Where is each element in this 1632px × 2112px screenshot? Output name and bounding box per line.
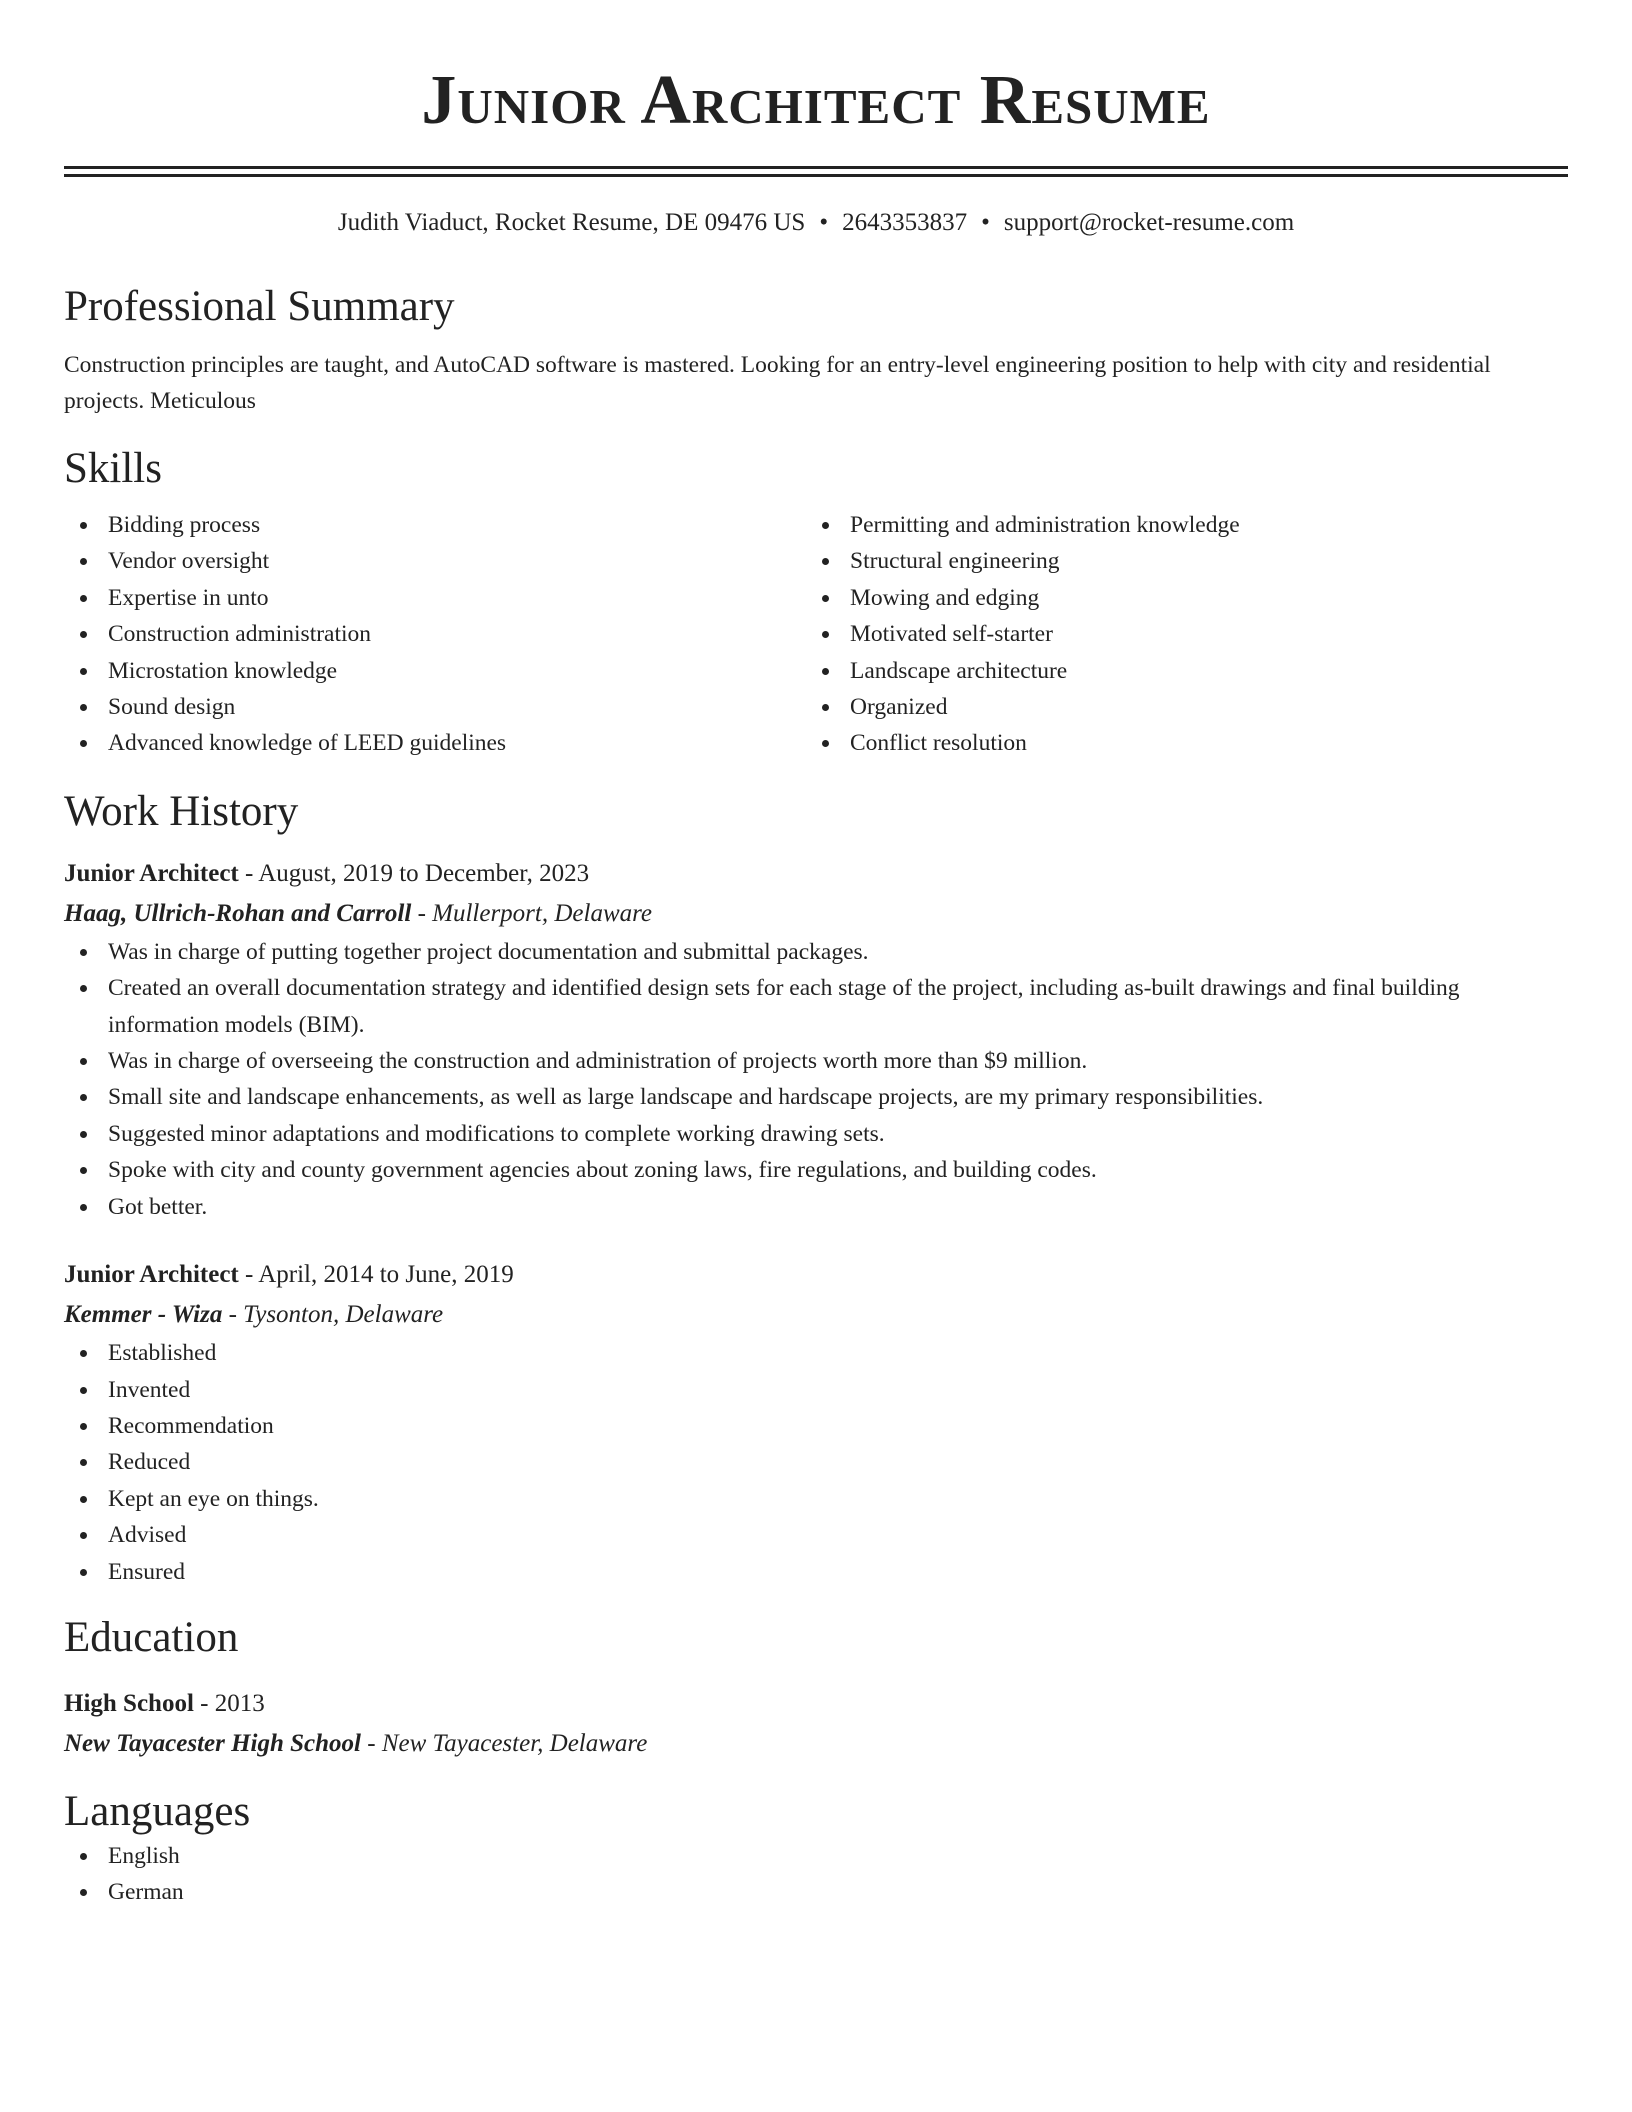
education-degree: High School bbox=[64, 1689, 194, 1717]
skill-item: Bidding process bbox=[64, 507, 806, 543]
skill-item: Microstation knowledge bbox=[64, 653, 806, 689]
skill-item: Landscape architecture bbox=[806, 653, 1548, 689]
job-duty-item: Was in charge of putting together project documentation and submittal packages. bbox=[64, 934, 1568, 970]
education-entry bbox=[64, 1684, 1568, 1764]
job-title: Junior Architect bbox=[64, 859, 239, 887]
job-company-line bbox=[64, 894, 1568, 934]
education-location: - New Tayacester, Delaware bbox=[361, 1729, 648, 1757]
job-duty-item: Invented bbox=[64, 1372, 1568, 1408]
contact-separator: • bbox=[819, 209, 829, 236]
skills-heading: Skills bbox=[64, 445, 162, 492]
contact-email: support@rocket-resume.com bbox=[1003, 209, 1295, 236]
skills-list-right bbox=[806, 507, 1548, 762]
education-school-line bbox=[64, 1724, 1568, 1764]
job-title-line bbox=[64, 1255, 1568, 1295]
contact-line bbox=[64, 207, 1568, 239]
job-duty-item: Ensured bbox=[64, 1554, 1568, 1590]
job-duty-item: Got better. bbox=[64, 1189, 1568, 1225]
skills-column-right bbox=[806, 507, 1548, 762]
skill-item: Expertise in unto bbox=[64, 580, 806, 616]
summary-heading: Professional Summary bbox=[64, 283, 455, 330]
job-duty-item: Small site and landscape enhancements, as well as large landscape and hardscape projects, are my primary responsibilities. bbox=[64, 1079, 1568, 1115]
job-duty-item: Reduced bbox=[64, 1444, 1568, 1480]
languages-list bbox=[64, 1838, 1568, 1911]
job-duty-item: Advised bbox=[64, 1517, 1568, 1553]
job-duty-item: Suggested minor adaptations and modifications to complete working drawing sets. bbox=[64, 1116, 1568, 1152]
job-company: Kemmer - Wiza bbox=[64, 1301, 223, 1329]
contact-separator: • bbox=[981, 209, 990, 236]
job-title-line bbox=[64, 854, 1568, 894]
skill-item: Conflict resolution bbox=[806, 725, 1548, 761]
job-duty-item: Kept an eye on things. bbox=[64, 1481, 1568, 1517]
skill-item: Mowing and edging bbox=[806, 580, 1548, 616]
skill-item: Permitting and administration knowledge bbox=[806, 507, 1548, 543]
language-item: English bbox=[64, 1838, 1568, 1874]
job-duty-item: Spoke with city and county government agencies about zoning laws, fire regulations, and building codes. bbox=[64, 1152, 1568, 1188]
job-location: - Tysonton, Delaware bbox=[222, 1301, 444, 1329]
contact-phone: 2643353837 bbox=[842, 209, 968, 236]
job-duty-item: Established bbox=[64, 1335, 1568, 1371]
job-company-line bbox=[64, 1295, 1568, 1335]
job-duties-list bbox=[64, 1335, 1568, 1590]
skill-item: Advanced knowledge of LEED guidelines bbox=[64, 725, 806, 761]
job-duty-item: Recommendation bbox=[64, 1408, 1568, 1444]
education-year: - 2013 bbox=[193, 1689, 265, 1717]
summary-text: Construction principles are taught, and AutoCAD software is mastered. Looking for an entry-level engineering position to help with city and residential projects. Meticulous bbox=[64, 352, 1491, 414]
education-degree-line bbox=[64, 1684, 1568, 1724]
job-entry bbox=[64, 854, 1568, 1225]
resume-title: Junior Architect Resume bbox=[421, 62, 1211, 139]
skills-column-left bbox=[64, 507, 806, 762]
title-rule-top bbox=[64, 166, 1568, 169]
job-title: Junior Architect bbox=[64, 1261, 239, 1289]
language-item: German bbox=[64, 1874, 1568, 1910]
skill-item: Sound design bbox=[64, 689, 806, 725]
skills-list-left bbox=[64, 507, 806, 762]
education-heading: Education bbox=[64, 1613, 239, 1661]
job-duties-list bbox=[64, 934, 1568, 1225]
job-duty-item: Created an overall documentation strategy and identified design sets for each stage of the project, including as-built drawings and final building information models (BIM). bbox=[64, 970, 1568, 1043]
job-location: - Mullerport, Delaware bbox=[411, 899, 653, 927]
job-dates: - April, 2014 to June, 2019 bbox=[238, 1261, 514, 1289]
skill-item: Motivated self-starter bbox=[806, 616, 1548, 652]
education-school: New Tayacester High School bbox=[64, 1729, 361, 1757]
skill-item: Organized bbox=[806, 689, 1548, 725]
job-duty-item: Was in charge of overseeing the construction and administration of projects worth more than $9 million. bbox=[64, 1043, 1568, 1079]
skills-grid bbox=[64, 507, 1568, 762]
languages-heading: Languages bbox=[64, 1787, 251, 1835]
resume-page bbox=[64, 0, 1568, 1911]
job-dates: - August, 2019 to December, 2023 bbox=[238, 859, 590, 887]
contact-address: Judith Viaduct, Rocket Resume, DE 09476 US bbox=[337, 209, 806, 236]
title-rule-bottom bbox=[64, 174, 1568, 177]
skill-item: Structural engineering bbox=[806, 543, 1548, 579]
skill-item: Construction administration bbox=[64, 616, 806, 652]
work-history-heading: Work History bbox=[64, 787, 299, 835]
job-entry bbox=[64, 1255, 1568, 1590]
skill-item: Vendor oversight bbox=[64, 543, 806, 579]
job-company: Haag, Ullrich-Rohan and Carroll bbox=[64, 899, 412, 927]
